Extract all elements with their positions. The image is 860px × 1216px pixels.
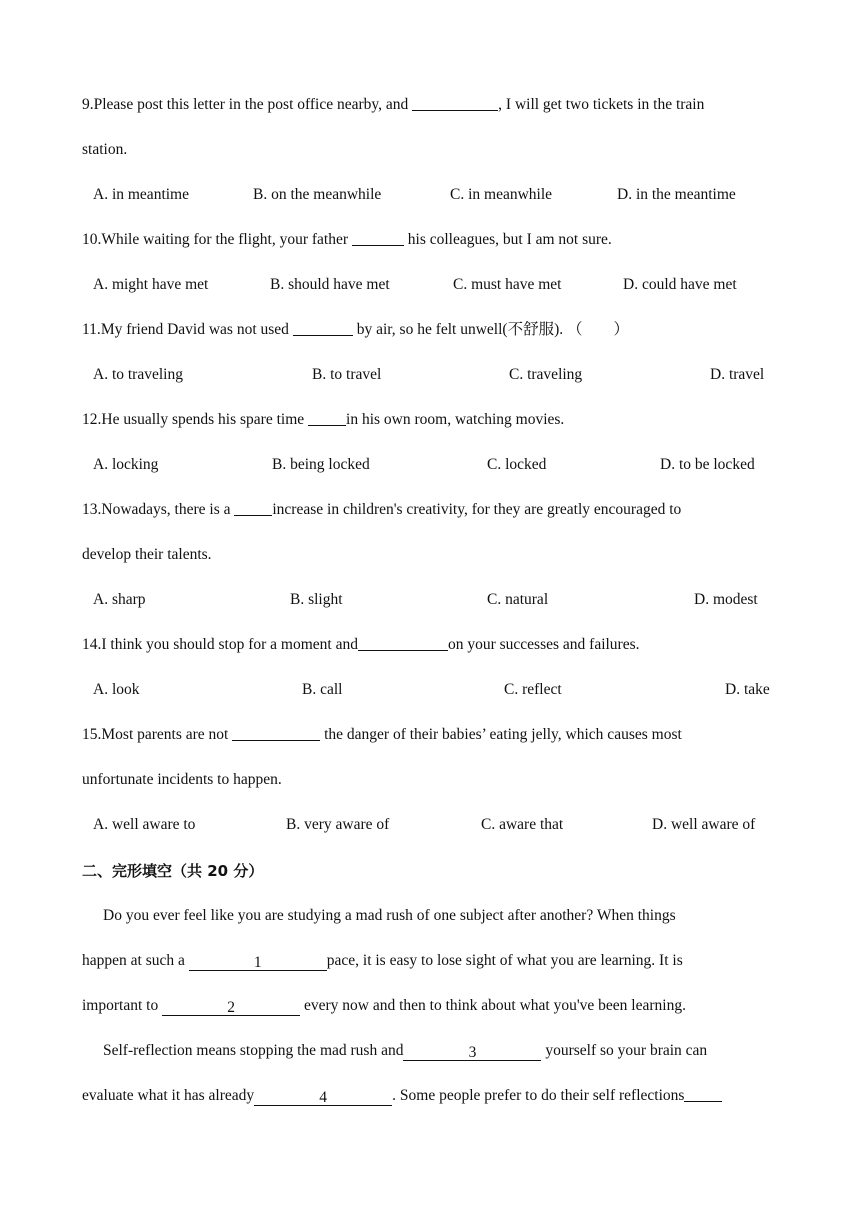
question-text: While waiting for the flight, your father (101, 231, 352, 248)
option-c: C. reflect (504, 681, 562, 698)
question-text: in his own room, watching movies. (346, 411, 565, 428)
question-number: 14. (82, 636, 102, 653)
option-b: B. to travel (312, 366, 382, 383)
question-number: 10. (82, 231, 102, 248)
option-b: B. call (302, 681, 343, 698)
cloze-blank-1: 1 (189, 955, 327, 971)
question-text: I think you should stop for a moment and (101, 636, 358, 653)
question-text: Please post this letter in the post office nearby, and (93, 96, 413, 113)
question-15 (82, 725, 682, 745)
option-b: B. should have met (270, 276, 390, 293)
question-13-continuation: develop their talents. (82, 546, 212, 563)
option-b: B. being locked (272, 456, 370, 473)
passage-line: evaluate what it has already 4 . Some people prefer to do their self reflections (82, 1086, 722, 1106)
answer-blank (412, 95, 498, 111)
option-d: D. in the meantime (617, 186, 736, 203)
option-a: A. look (93, 681, 140, 698)
question-12 (82, 410, 564, 430)
passage-line: important to 2 every now and then to think about what you've been learning. (82, 997, 686, 1016)
question-9-continuation: station. (82, 141, 128, 158)
option-d: D. modest (694, 591, 758, 608)
option-c: C. must have met (453, 276, 562, 293)
option-c: C. aware that (481, 816, 564, 833)
option-b: B. slight (290, 591, 343, 608)
option-c: C. natural (487, 591, 549, 608)
question-text: Nowadays, there is a (101, 501, 235, 518)
option-a: A. sharp (93, 591, 146, 608)
option-d: D. well aware of (652, 816, 756, 833)
question-13 (82, 500, 681, 520)
cloze-blank-3: 3 (403, 1045, 541, 1061)
question-number: 12. (82, 411, 102, 428)
question-text: My friend David was not used (100, 321, 293, 338)
option-a: A. locking (93, 456, 159, 473)
passage-line: Self-reflection means stopping the mad rush and 3 yourself so your brain can (103, 1042, 708, 1061)
question-11 (82, 320, 629, 340)
option-d: D. travel (710, 366, 765, 383)
answer-blank (293, 320, 353, 336)
cloze-blank-4: 4 (254, 1090, 392, 1106)
question-text: , I will get two tickets in the train (498, 96, 705, 113)
question-text: He usually spends his spare time (101, 411, 309, 428)
question-number: 15. (82, 726, 102, 743)
question-14 (82, 635, 640, 655)
option-d: D. could have met (623, 276, 737, 293)
option-c: C. locked (487, 456, 547, 473)
passage-line: Do you ever feel like you are studying a mad rush of one subject after another? When things (103, 907, 676, 924)
question-15-continuation: unfortunate incidents to happen. (82, 771, 282, 788)
question-number: 11. (82, 321, 101, 338)
option-d: D. to be locked (660, 456, 755, 473)
option-a: A. to traveling (93, 366, 183, 383)
option-a: A. well aware to (93, 816, 196, 833)
question-number: 9. (82, 96, 94, 113)
question-text: Most parents are not (101, 726, 233, 743)
question-text: on your successes and failures. (447, 636, 640, 653)
option-a: A. might have met (93, 276, 209, 293)
cloze-blank-5 (684, 1086, 722, 1102)
option-c: C. in meanwhile (450, 186, 553, 203)
question-text: the danger of their babies’ eating jelly, which causes most (320, 726, 682, 743)
cloze-blank-2: 2 (162, 1000, 300, 1016)
option-b: B. on the meanwhile (253, 186, 382, 203)
question-10 (82, 230, 612, 250)
option-b: B. very aware of (286, 816, 390, 833)
section-heading: 二、完形填空（共 20 分） (82, 862, 264, 880)
option-d: D. take (725, 681, 770, 698)
question-9 (82, 95, 704, 115)
question-text: by air, so he felt unwell(不舒服). （ ） (352, 321, 629, 338)
answer-blank (232, 725, 320, 741)
option-a: A. in meantime (93, 186, 189, 203)
answer-blank (352, 230, 404, 246)
answer-blank (308, 410, 346, 426)
question-text: his colleagues, but I am not sure. (403, 231, 612, 248)
answer-blank (358, 635, 448, 651)
question-number: 13. (82, 501, 102, 518)
passage-line: happen at such a 1 pace, it is easy to lose sight of what you are learning. It is (82, 952, 683, 971)
question-text: increase in children's creativity, for they are greatly encouraged to (272, 501, 682, 518)
option-c: C. traveling (509, 366, 583, 383)
answer-blank (234, 500, 272, 516)
